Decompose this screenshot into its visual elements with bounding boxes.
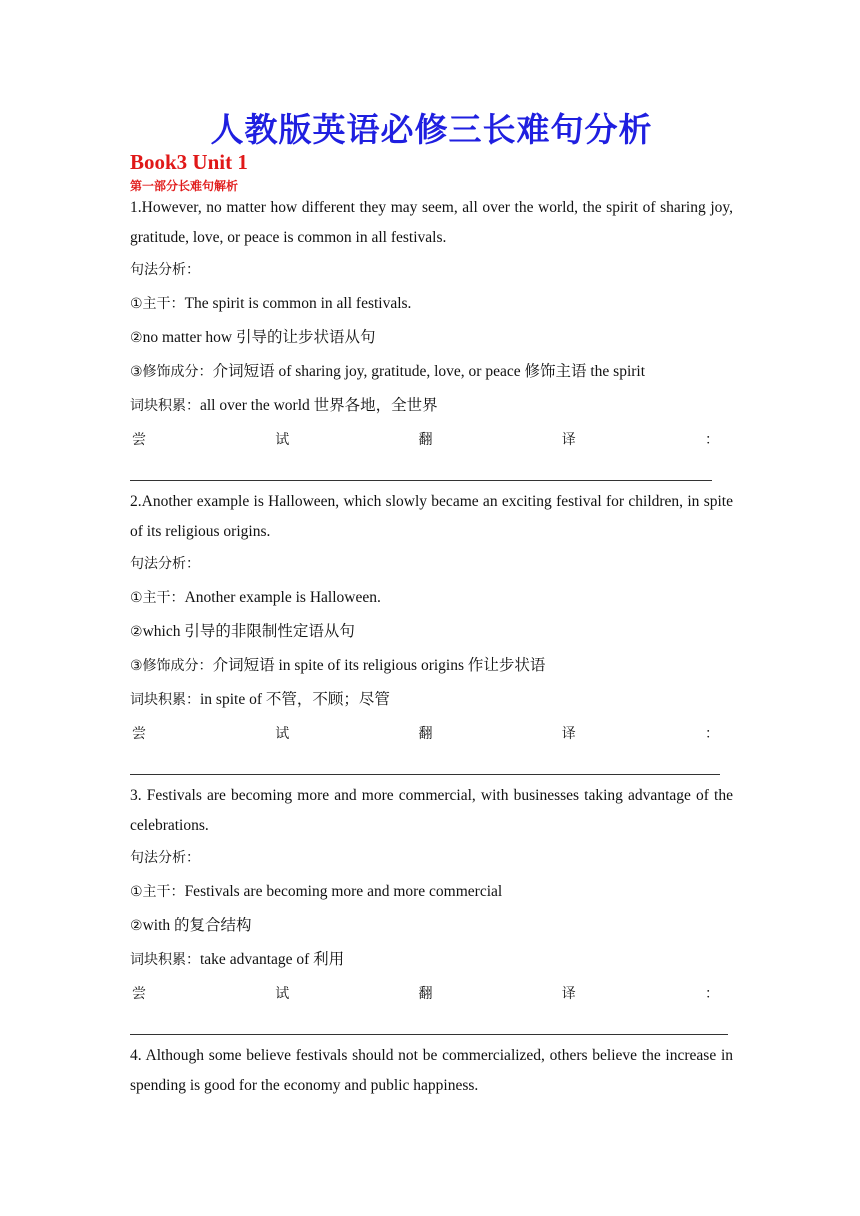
try-char: ： [705, 432, 719, 448]
point-text: take advantage of 利用 [200, 951, 345, 968]
try-char: 译 [561, 986, 576, 1002]
analysis-label: 句法分析： [130, 262, 200, 278]
point-label: ② [130, 918, 143, 934]
point-label: 词块积累： [130, 952, 200, 968]
answer-line-1[interactable] [130, 457, 733, 487]
analysis-point [130, 287, 733, 321]
point-text: 介词短语 of sharing joy, gratitude, love, or peace 修饰主语 the spirit [212, 363, 646, 380]
try-char: 尝 [132, 726, 146, 742]
point-label: ①主干： [130, 296, 185, 312]
try-translate-prompt [130, 717, 733, 751]
point-text: 介词短语 in spite of its religious origins 作让步状语 [212, 657, 546, 674]
analysis-point [130, 581, 733, 615]
point-label: 词块积累： [130, 398, 200, 414]
try-char: 尝 [132, 432, 146, 448]
sentence-3: 3. Festivals are becoming more and more commercial, with businesses taking advantage of the celebrations. [130, 787, 733, 834]
point-text: The spirit is common in all festivals. [184, 295, 412, 312]
analysis-label: 句法分析： [130, 850, 200, 866]
document-title: 人教版英语必修三长难句分析 [210, 110, 653, 149]
try-translate-prompt [130, 977, 733, 1011]
point-text: Festivals are becoming more and more commercial [184, 883, 503, 900]
point-text: with 的复合结构 [142, 917, 252, 934]
try-translate-prompt [130, 423, 733, 457]
try-char: ： [705, 726, 719, 742]
point-text: in spite of 不管，不顾；尽管 [200, 691, 390, 708]
point-text: all over the world 世界各地，全世界 [200, 397, 438, 414]
try-char: 试 [275, 726, 290, 742]
try-char: 尝 [132, 986, 146, 1002]
answer-line-2[interactable] [130, 751, 733, 781]
point-label: ③修饰成分： [130, 658, 213, 674]
try-char: 翻 [418, 726, 433, 742]
try-char: ： [705, 986, 719, 1002]
point-label: ①主干： [130, 884, 185, 900]
point-text: Another example is Halloween. [184, 589, 381, 606]
analysis-point [130, 649, 733, 683]
vocabulary-point [130, 683, 733, 717]
analysis-point [130, 615, 733, 649]
unit-heading: Book3 Unit 1 [130, 150, 248, 174]
analysis-point [130, 875, 733, 909]
point-label: ② [130, 624, 143, 640]
try-char: 试 [275, 432, 290, 448]
try-char: 译 [561, 432, 576, 448]
point-label: 词块积累： [130, 692, 200, 708]
sentence-2: 2.Another example is Halloween, which slowly became an exciting festival for children, in spite of its religious origins. [130, 493, 733, 540]
analysis-point [130, 355, 733, 389]
try-char: 翻 [418, 432, 433, 448]
vocabulary-point [130, 389, 733, 423]
sentence-1: 1.However, no matter how different they may seem, all over the world, the spirit of sharing joy, gratitude, love, or peace is common in all festivals. [130, 199, 733, 246]
analysis-label-2 [130, 547, 733, 581]
try-char: 翻 [418, 986, 433, 1002]
point-label: ② [130, 330, 143, 346]
try-char: 译 [561, 726, 576, 742]
point-text: which 引导的非限制性定语从句 [142, 623, 355, 640]
analysis-point [130, 909, 733, 943]
point-label: ③修饰成分： [130, 364, 213, 380]
analysis-label-3 [130, 841, 733, 875]
answer-line-3[interactable] [130, 1011, 733, 1041]
try-char: 试 [275, 986, 290, 1002]
sentence-4: 4. Although some believe festivals should not be commercialized, others believe the increase in spending is good for the economy and public happiness. [130, 1047, 733, 1094]
point-text: no matter how 引导的让步状语从句 [142, 329, 376, 346]
document-body [130, 193, 733, 1101]
part-heading: 第一部分长难句解析 [130, 179, 239, 193]
vocabulary-point [130, 943, 733, 977]
point-label: ①主干： [130, 590, 185, 606]
analysis-label: 句法分析： [130, 556, 200, 572]
analysis-label-1 [130, 253, 733, 287]
analysis-point [130, 321, 733, 355]
